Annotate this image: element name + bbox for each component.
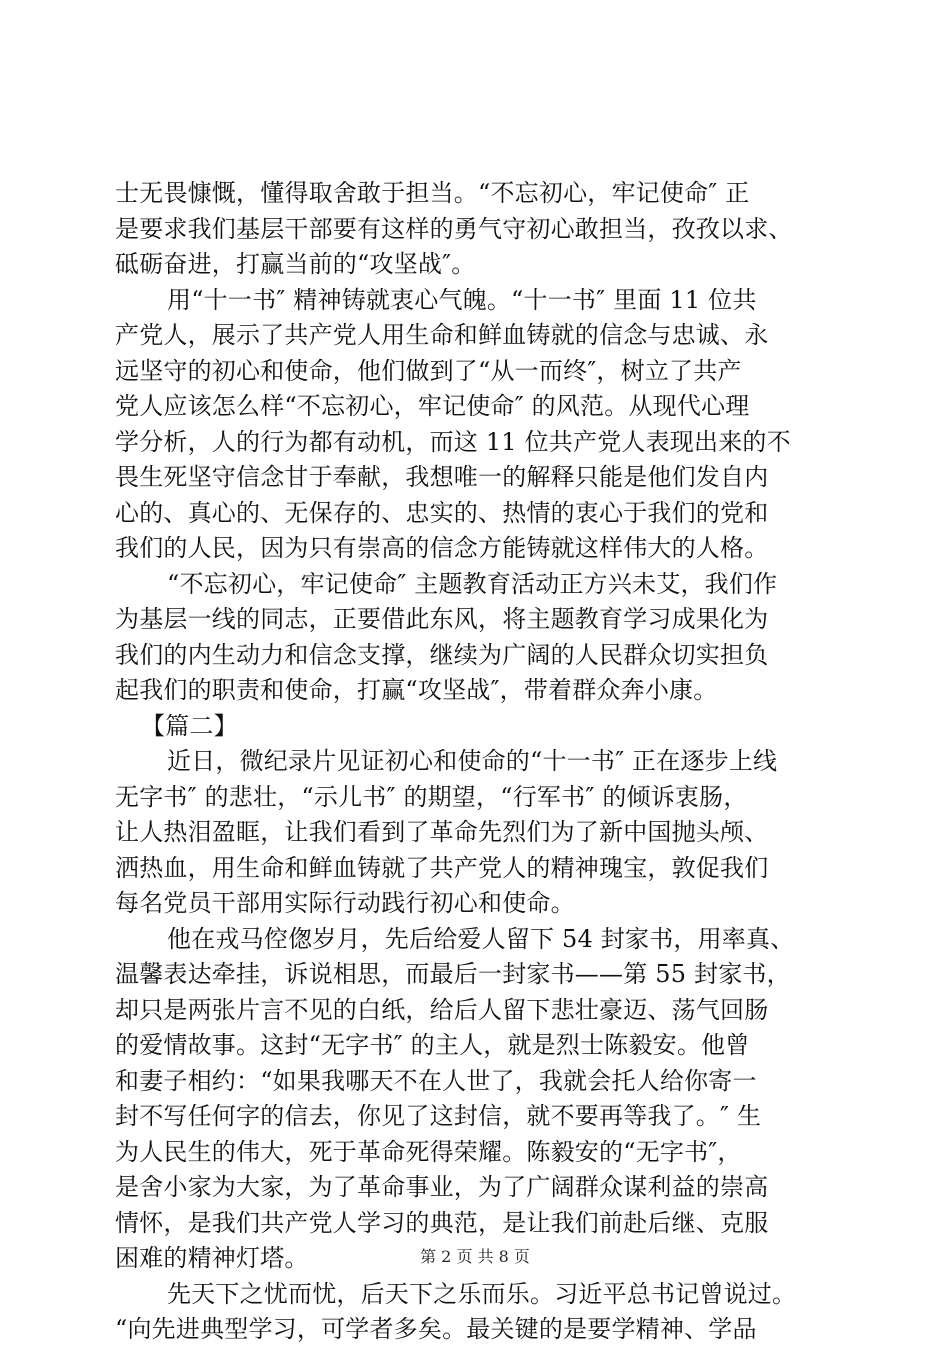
text-line: 为基层一线的同志，正要借此东风，将主题教育学习成果化为 (115, 605, 769, 633)
section-heading: 【篇二】 (141, 711, 238, 740)
text-line: 每名党员干部用实际行动践行初心和使命。 (115, 889, 575, 917)
text-line: 和妻子相约：“如果我哪天不在人世了，我就会托人给你寄一 (115, 1066, 757, 1095)
text-line: 砥砺奋进，打赢当前的“攻坚战″。 (115, 250, 476, 278)
text-line: 无字书″ 的悲壮，“示儿书″ 的期望，“行军书″ 的倾诉衷肠， (115, 782, 748, 811)
text-line: 洒热血，用生命和鲜血铸就了共产党人的精神瑰宝，敦促我们 (115, 853, 769, 882)
text-line: 的爱情故事。这封“无字书″ 的主人，就是烈士陈毅安。他曾 (115, 1031, 750, 1059)
text-line: 却只是两张片言不见的白纸，给后人留下悲壮豪迈、荡气回肠 (115, 995, 769, 1024)
paragraph-start: 他在戎马倥偬岁月，先后给爱人留下 54 封家书，用率真、 (167, 924, 795, 953)
paragraph-start: 先天下之忧而忧，后天下之乐而乐。习近平总书记曾说过。 (167, 1279, 797, 1308)
text-line: 士无畏慷慨，懂得取舍敢于担当。“不忘初心，牢记使命″ 正 (115, 179, 750, 207)
text-line: 困难的精神灯塔。 (115, 1244, 309, 1272)
text-line: “向先进典型学习，可学者多矣。最关键的是要学精神、学品 (115, 1315, 757, 1343)
text-line: 远坚守的初心和使命，他们做到了“从一而终″，树立了共产 (115, 356, 742, 385)
page-footer: 第 2 页 共 8 页 (420, 1247, 530, 1266)
text-line: 党人应该怎么样“不忘初心，牢记使命″ 的风范。从现代心理 (115, 392, 750, 420)
text-line: 是舍小家为大家，为了革命事业，为了广阔群众谋利益的崇高 (115, 1173, 769, 1201)
document-body (115, 176, 845, 1348)
text-line: 封不写任何字的信去，你见了这封信，就不要再等我了。″ 生 (115, 1102, 762, 1130)
text-line: 学分析，人的行为都有动机，而这 11 位共产党人表现出来的不 (115, 427, 791, 456)
text-line: 起我们的职责和使命，打赢“攻坚战″，带着群众奔小康。 (115, 676, 718, 704)
text-line: 心的、真心的、无保存的、忠实的、热情的衷心于我们的党和 (115, 498, 769, 527)
text-line: 产党人，展示了共产党人用生命和鲜血铸就的信念与忠诚、永 (115, 321, 769, 349)
text-line: 我们的人民，因为只有崇高的信念方能铸就这样伟大的人格。 (115, 534, 769, 562)
text-line: 为人民生的伟大，死于革命死得荣耀。陈毅安的“无字书″， (115, 1137, 742, 1166)
text-line: 我们的内生动力和信念支撑，继续为广阔的人民群众切实担负 (115, 640, 769, 669)
text-line: 温馨表达牵挂，诉说相思，而最后一封家书——第 55 封家书， (115, 960, 791, 988)
text-line: 让人热泪盈眶，让我们看到了革命先烈们为了新中国抛头颅、 (115, 818, 769, 846)
paragraph-start: 用“十一书″ 精神铸就衷心气魄。“十一书″ 里面 11 位共 (167, 285, 757, 314)
paragraph-start: 近日，微纪录片见证初心和使命的“十一书″ 正在逐步上线 (167, 747, 778, 775)
text-line: 畏生死坚守信念甘于奉献，我想唯一的解释只能是他们发自内 (115, 463, 769, 491)
text-line: 是要求我们基层干部要有这样的勇气守初心敢担当，孜孜以求、 (115, 214, 793, 243)
paragraph-start: “不忘初心，牢记使命″ 主题教育活动正方兴未艾，我们作 (167, 569, 778, 598)
text-line: 情怀，是我们共产党人学习的典范，是让我们前赴后继、克服 (115, 1208, 769, 1237)
